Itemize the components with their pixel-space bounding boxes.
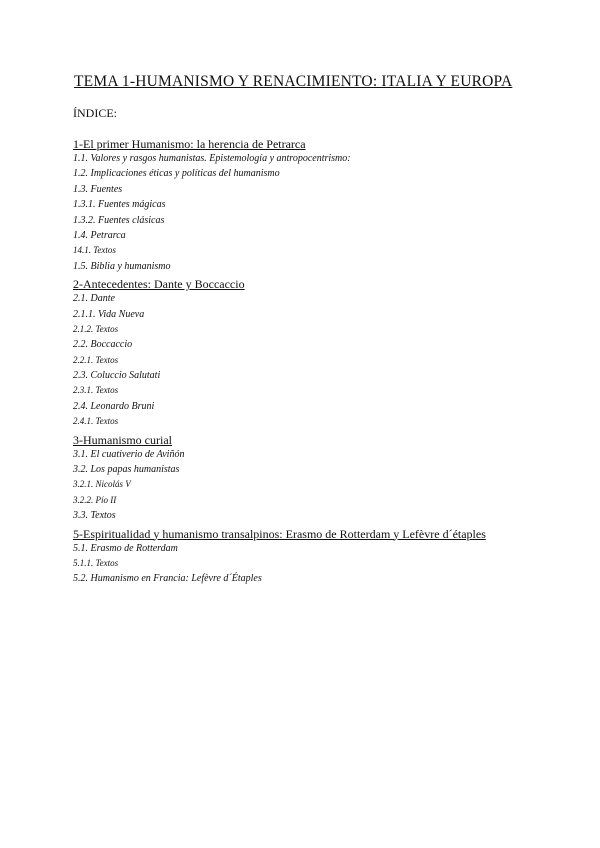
toc-entry: 5.1. Erasmo de Rotterdam (73, 542, 178, 554)
toc-entry: 2.1.2. Textos (73, 323, 119, 334)
toc-entry: 1.4. Petrarca (73, 229, 126, 241)
toc-entry: 3.3. Textos (73, 510, 116, 522)
table-of-contents (73, 136, 573, 589)
toc-entry: 5.1.1. Textos (73, 557, 119, 568)
toc-entry: 2.3.1. Textos (73, 385, 119, 396)
toc-entry: 1.3.1. Fuentes mágicas (73, 199, 166, 211)
toc-entry: 1.3.2. Fuentes clásicas (73, 214, 165, 226)
toc-entry: 1.5. Biblia y humanismo (73, 260, 171, 272)
toc-section-heading: 3-Humanismo curial (73, 432, 172, 447)
document-title: TEMA 1-HUMANISMO Y RENACIMIENTO: ITALIA Y EUROPA (74, 73, 513, 90)
toc-entry: 1.1. Valores y rasgos humanistas. Epistemología y antropocentrismo: (73, 153, 351, 164)
toc-section-heading: 5-Espiritualidad y humanismo transalpinos: Erasmo de Rotterdam y Lefèvre d´étaples (73, 526, 486, 541)
toc-section-heading: 1-El primer Humanismo: la herencia de Petrarca (73, 137, 306, 151)
toc-entry: 2.1. Dante (73, 293, 115, 305)
toc-entry: 3.2.1. Nicolás V (73, 479, 131, 490)
toc-entry: 1.3. Fuentes (73, 183, 123, 195)
toc-entry: 2.4. Leonardo Bruni (73, 400, 155, 412)
toc-section-heading: 2-Antecedentes: Dante y Boccaccio (73, 277, 245, 292)
toc-entry: 2.4.1. Textos (73, 416, 119, 427)
toc-entry: 14.1. Textos (73, 245, 116, 256)
toc-entry: 3.2.2. Pío II (73, 494, 117, 505)
toc-entry: 3.1. El cuativerio de Aviñón (73, 448, 185, 460)
index-label: ÍNDICE: (73, 106, 117, 120)
toc-entry: 2.2. Boccaccio (73, 339, 133, 351)
toc-entry: 2.3. Coluccio Salutati (73, 370, 161, 382)
toc-entry: 1.2. Implicaciones éticas y políticas del humanismo (73, 168, 280, 180)
toc-entry: 3.2. Los papas humanistas (73, 464, 180, 476)
toc-entry: 2.2.1. Textos (73, 354, 119, 365)
toc-entry: 2.1.1. Vida Nueva (73, 308, 145, 320)
toc-entry: 5.2. Humanismo en Francia: Lefèvre d´Étaples (73, 573, 262, 585)
